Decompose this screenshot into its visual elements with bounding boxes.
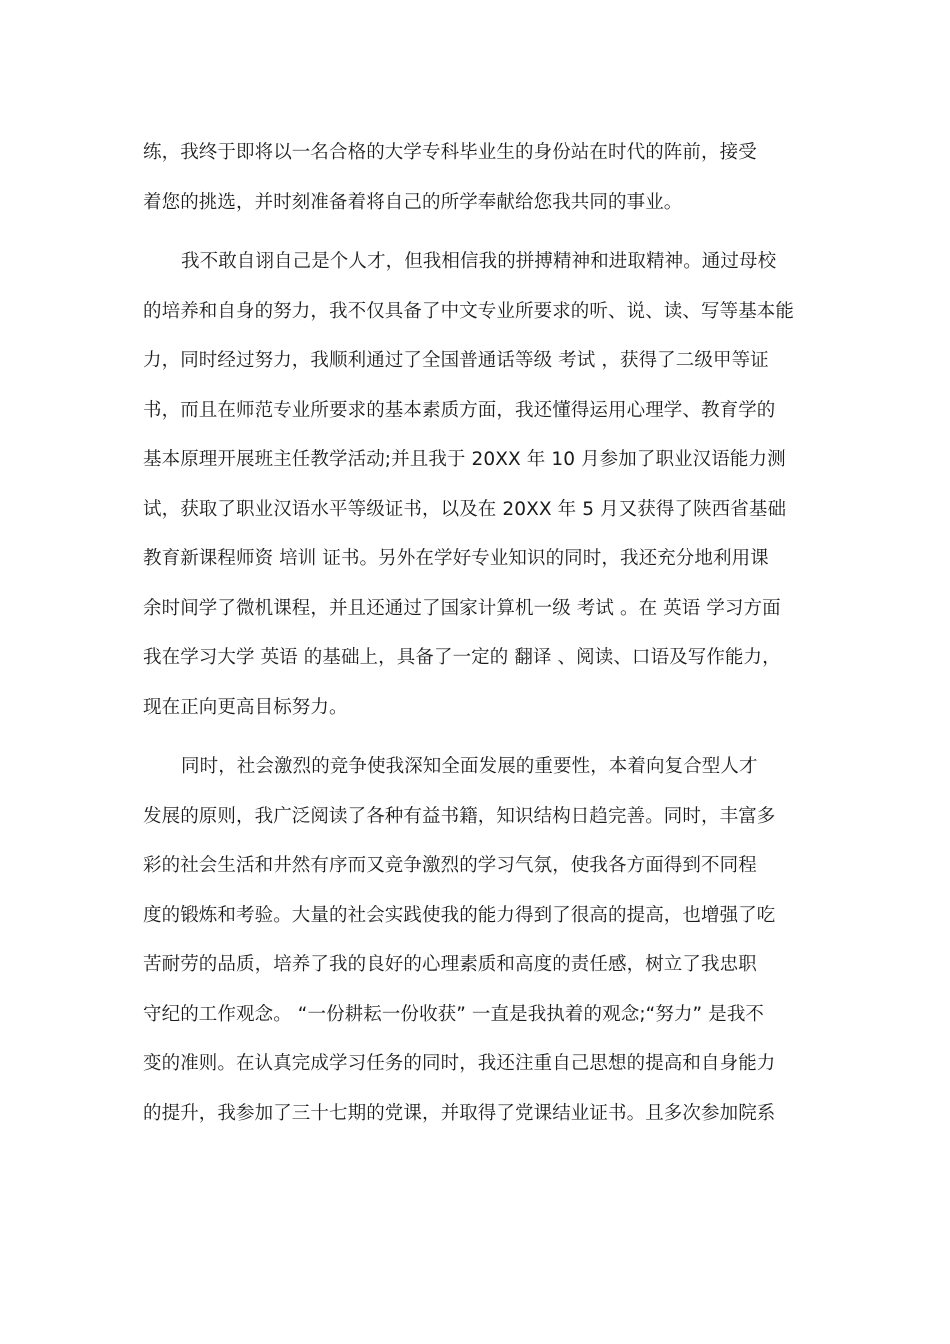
document-body xyxy=(143,128,813,1138)
text-line: 度的锻炼和考验。大量的社会实践使我的能力得到了很高的提高，也增强了吃 xyxy=(143,904,776,926)
text-line: 着您的挑选，并时刻准备着将自己的所学奉献给您我共同的事业。 xyxy=(143,191,683,213)
text-line: 的提升，我参加了三十七期的党课，并取得了党课结业证书。且多次参加院系 xyxy=(143,1102,776,1124)
text-line: 同时，社会激烈的竞争使我深知全面发展的重要性，本着向复合型人才 xyxy=(181,756,758,777)
text-line: 彩的社会生活和井然有序而又竞争激烈的学习气氛，使我各方面得到不同程 xyxy=(143,855,757,876)
text-line: 教育新课程师资 培训 证书。另外在学好专业知识的同时，我还充分地利用课 xyxy=(143,548,769,569)
text-line: 守纪的工作观念。 “一份耕耘一份收获” 一直是我执着的观念;“努力” 是我不 xyxy=(143,1003,765,1025)
text-line: 的培养和自身的努力，我不仅具备了中文专业所要求的听、说、读、写等基本能 xyxy=(143,300,795,322)
text-line: 余时间学了微机课程，并且还通过了国家计算机一级 考试 。在 英语 学习方面 xyxy=(143,597,781,619)
text-line: 我在学习大学 英语 的基础上，具备了一定的 翻译 、阅读、口语及写作能力， xyxy=(143,647,781,668)
text-line: 现在正向更高目标努力。 xyxy=(143,696,348,718)
paragraph-2 xyxy=(143,237,813,732)
text-line: 基本原理开展班主任教学活动;并且我于 20XX 年 10 月参加了职业汉语能力测 xyxy=(143,449,786,470)
text-line: 力，同时经过努力，我顺利通过了全国普通话等级 考试 ，获得了二级甲等证 xyxy=(143,350,769,371)
text-line: 变的准则。在认真完成学习任务的同时，我还注重自己思想的提高和自身能力 xyxy=(143,1053,776,1074)
paragraph-3 xyxy=(143,742,813,1138)
text-line: 练，我终于即将以一名合格的大学专科毕业生的身份站在时代的阵前，接受 xyxy=(143,142,757,163)
text-line: 苦耐劳的品质，培养了我的良好的心理素质和高度的责任感，树立了我忠职 xyxy=(143,954,757,975)
paragraph-1 xyxy=(143,128,813,227)
text-line: 我不敢自诩自己是个人才，但我相信我的拼搏精神和进取精神。通过母校 xyxy=(181,251,777,272)
text-line: 发展的原则，我广泛阅读了各种有益书籍，知识结构日趋完善。同时，丰富多 xyxy=(143,805,776,827)
text-line: 试，获取了职业汉语水平等级证书，以及在 20XX 年 5 月又获得了陕西省基础 xyxy=(143,498,787,520)
text-line: 书，而且在师范专业所要求的基本素质方面，我还懂得运用心理学、教育学的 xyxy=(143,399,776,421)
